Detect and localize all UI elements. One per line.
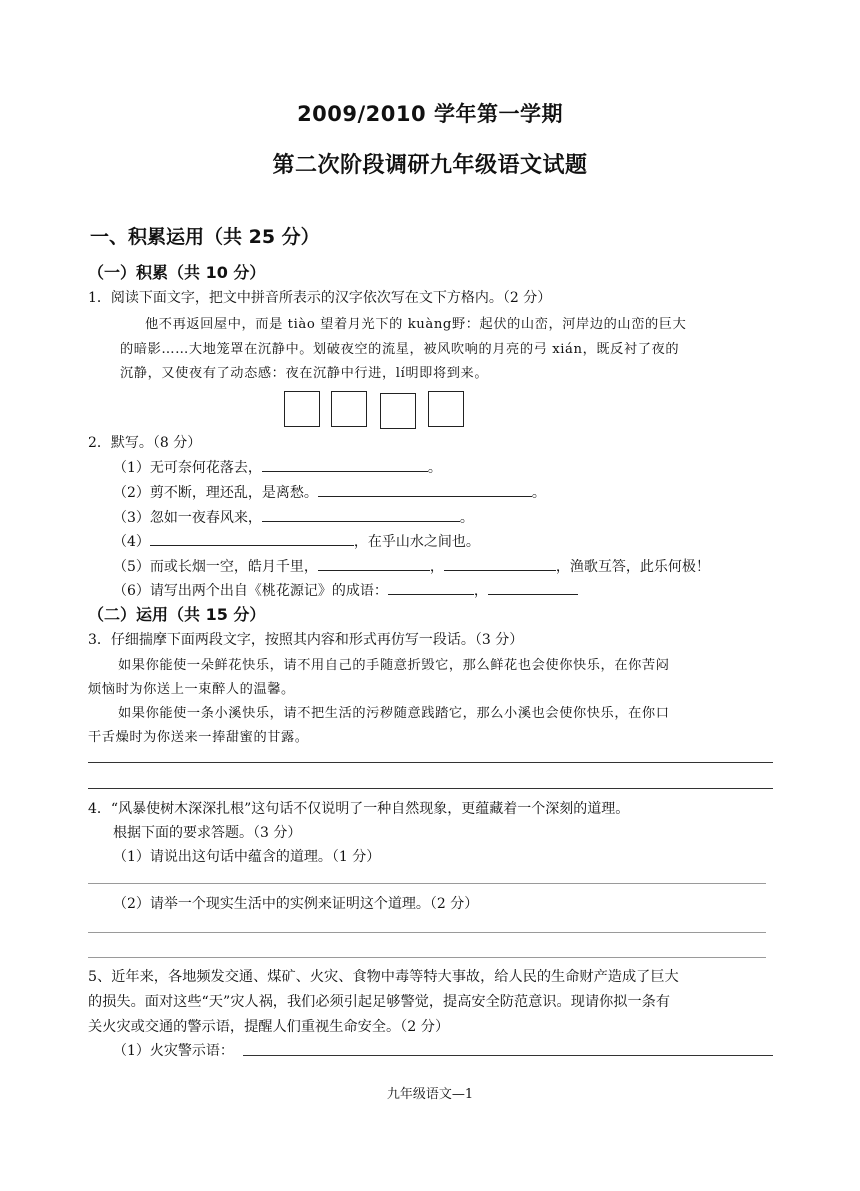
q2-item-text: 。 bbox=[427, 460, 442, 476]
q2-item-text: （1）无可奈何花落去， bbox=[113, 460, 262, 476]
fill-blank[interactable] bbox=[444, 556, 556, 571]
q2-item-5 bbox=[113, 556, 710, 576]
fill-blank[interactable] bbox=[388, 580, 474, 595]
q2-item-text: ，渔歌互答，此乐何极！ bbox=[555, 559, 710, 575]
q4-sub2: （2）请举一个现实生活中的实例来证明这个道理。（2 分） bbox=[113, 896, 479, 912]
answer-line[interactable] bbox=[88, 762, 773, 763]
q2-item-text: ，在乎山水之间也。 bbox=[353, 534, 480, 550]
q2-prompt: 2．默写。（8 分） bbox=[88, 435, 202, 451]
exam-title-line2: 第二次阶段调研九年级语文试题 bbox=[272, 153, 588, 178]
q2-item-3 bbox=[113, 507, 474, 527]
part2-heading: （二）运用（共 15 分） bbox=[88, 605, 266, 624]
q3-example-line: 烦恼时为你送上一束醉人的温馨。 bbox=[88, 682, 295, 697]
fill-blank[interactable] bbox=[318, 556, 430, 571]
q5-text-line: 关火灾或交通的警示语，提醒人们重视生命安全。（2 分） bbox=[88, 1019, 450, 1035]
fill-blank[interactable] bbox=[262, 507, 460, 522]
answer-line[interactable] bbox=[88, 788, 773, 789]
answer-box[interactable] bbox=[380, 393, 416, 429]
q2-item-text: ， bbox=[429, 559, 444, 575]
fill-blank[interactable] bbox=[318, 482, 532, 497]
answer-line[interactable] bbox=[88, 932, 766, 933]
answer-line[interactable] bbox=[88, 883, 766, 884]
q2-item-text: （6）请写出两个出自《桃花源记》的成语： bbox=[113, 583, 388, 599]
answer-box[interactable] bbox=[428, 391, 464, 427]
answer-line[interactable] bbox=[243, 1055, 773, 1056]
q1-passage-line: 的暗影……大地笼罩在沉静中。划破夜空的流星，被风吹响的月亮的弓 xián，既反衬了夜的 bbox=[120, 342, 680, 357]
q3-example-line: 如果你能使一条小溪快乐，请不把生活的污秽随意践踏它，那么小溪也会使你快乐，在你口 bbox=[118, 706, 670, 721]
q5-sub1: （1）火灾警示语： bbox=[113, 1043, 234, 1059]
q1-passage-line: 沉静，又使夜有了动态感：夜在沉静中行进，lí明即将到来。 bbox=[120, 366, 489, 381]
q5-text-line: 的损失。面对这些“天”灾人祸，我们必须引起足够警觉，提高安全防范意识。现请你拟一条有 bbox=[88, 994, 671, 1010]
q2-item-text: 。 bbox=[459, 510, 474, 526]
fill-blank[interactable] bbox=[488, 580, 578, 595]
q2-item-text: （5）而或长烟一空，皓月千里， bbox=[113, 559, 318, 575]
q3-prompt: 3．仔细揣摩下面两段文字，按照其内容和形式再仿写一段话。（3 分） bbox=[88, 632, 524, 648]
q4-sub1: （1）请说出这句话中蕴含的道理。（1 分） bbox=[113, 849, 381, 865]
q2-item-4 bbox=[113, 531, 480, 551]
answer-box[interactable] bbox=[331, 391, 367, 427]
exam-title-line1: 2009/2010 学年第一学期 bbox=[297, 102, 563, 126]
answer-box[interactable] bbox=[284, 391, 320, 427]
fill-blank[interactable] bbox=[262, 457, 428, 472]
section-heading: 一、积累运用（共 25 分） bbox=[90, 226, 320, 248]
q2-item-text: ， bbox=[473, 583, 488, 599]
q2-item-text: 。 bbox=[531, 485, 546, 501]
q4-instruction: 根据下面的要求答题。（3 分） bbox=[113, 825, 302, 841]
q5-text-line: 5、近年来，各地频发交通、煤矿、火灾、食物中毒等特大事故，给人民的生命财产造成了巨大 bbox=[88, 969, 679, 985]
q2-item-text: （3）忽如一夜春风来， bbox=[113, 510, 262, 526]
q2-item-6 bbox=[113, 580, 578, 600]
q4-prompt: 4．“风暴使树木深深扎根”这句话不仅说明了一种自然现象，更蕴藏着一个深刻的道理。 bbox=[88, 801, 630, 817]
page-footer: 九年级语文—1 bbox=[386, 1087, 474, 1102]
q3-example-line: 干舌燥时为你送来一捧甜蜜的甘露。 bbox=[88, 730, 309, 745]
q2-item-text: （2）剪不断，理还乱，是离愁。 bbox=[113, 485, 318, 501]
q2-item-2 bbox=[113, 482, 546, 502]
fill-blank[interactable] bbox=[150, 531, 354, 546]
q3-example-line: 如果你能使一朵鲜花快乐，请不用自己的手随意折毁它，那么鲜花也会使你快乐，在你苦闷 bbox=[118, 658, 670, 673]
q1-prompt: 1．阅读下面文字，把文中拼音所表示的汉字依次写在文下方格内。（2 分） bbox=[88, 290, 552, 306]
q2-item-1 bbox=[113, 457, 442, 477]
part1-heading: （一）积累（共 10 分） bbox=[88, 263, 266, 282]
q1-passage-line: 他不再返回屋中，而是 tiào 望着月光下的 kuàng野：起伏的山峦，河岸边的山峦的巨大 bbox=[145, 317, 687, 332]
answer-line[interactable] bbox=[88, 957, 766, 958]
q2-item-text: （4） bbox=[113, 534, 150, 550]
